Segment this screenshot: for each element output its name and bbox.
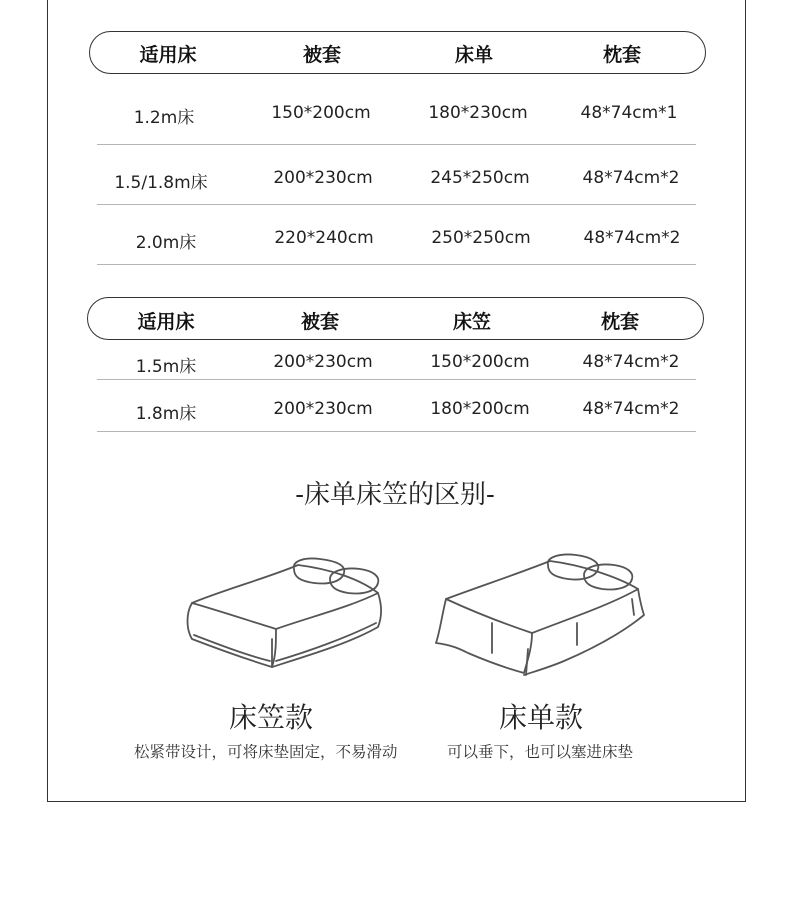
column-header-bed: 适用床 <box>139 44 197 66</box>
column-header-duvet-cover: 被套 <box>300 311 340 333</box>
cell-bed-size: 2.0m床 <box>135 233 197 253</box>
fitted-style-description: 松紧带设计，可将床垫固定，不易滑动 <box>134 743 398 761</box>
cell-bed-size: 1.8m床 <box>135 404 197 424</box>
flat-style-description: 可以垂下，也可以塞进床垫 <box>447 743 634 761</box>
cell-fitted-size: 150*200cm <box>430 352 530 372</box>
cell-pillowcase-size: 48*74cm*1 <box>580 103 678 123</box>
fitted-sheet-bed-icon <box>180 555 390 670</box>
column-header-bed-sheet: 床单 <box>454 44 494 66</box>
cell-duvet-size: 200*230cm <box>273 168 373 188</box>
column-header-pillowcase: 枕套 <box>602 44 642 66</box>
flat-style-label: 床单款 <box>498 701 584 734</box>
row-divider <box>97 264 696 265</box>
row-divider <box>97 204 696 205</box>
fitted-style-label: 床笠款 <box>228 701 314 734</box>
cell-duvet-size: 220*240cm <box>274 228 374 248</box>
cell-duvet-size: 200*230cm <box>273 352 373 372</box>
flat-sheet-bed-icon <box>432 553 647 681</box>
cell-pillowcase-size: 48*74cm*2 <box>582 352 680 372</box>
cell-bed-size: 1.2m床 <box>133 108 195 128</box>
column-header-bed: 适用床 <box>137 311 195 333</box>
cell-fitted-size: 180*200cm <box>430 399 530 419</box>
section-title: -床单床笠的区别- <box>295 480 495 510</box>
cell-sheet-size: 245*250cm <box>430 168 530 188</box>
cell-pillowcase-size: 48*74cm*2 <box>582 168 680 188</box>
row-divider <box>97 431 696 432</box>
column-header-duvet-cover: 被套 <box>302 44 342 66</box>
row-divider <box>97 144 696 145</box>
column-header-pillowcase: 枕套 <box>600 311 640 333</box>
cell-sheet-size: 250*250cm <box>431 228 531 248</box>
cell-bed-size: 1.5m床 <box>135 357 197 377</box>
cell-pillowcase-size: 48*74cm*2 <box>582 399 680 419</box>
cell-duvet-size: 150*200cm <box>271 103 371 123</box>
cell-pillowcase-size: 48*74cm*2 <box>583 228 681 248</box>
cell-sheet-size: 180*230cm <box>428 103 528 123</box>
column-header-fitted-sheet: 床笠 <box>452 311 492 333</box>
cell-duvet-size: 200*230cm <box>273 399 373 419</box>
row-divider <box>97 379 696 380</box>
cell-bed-size: 1.5/1.8m床 <box>114 173 208 193</box>
